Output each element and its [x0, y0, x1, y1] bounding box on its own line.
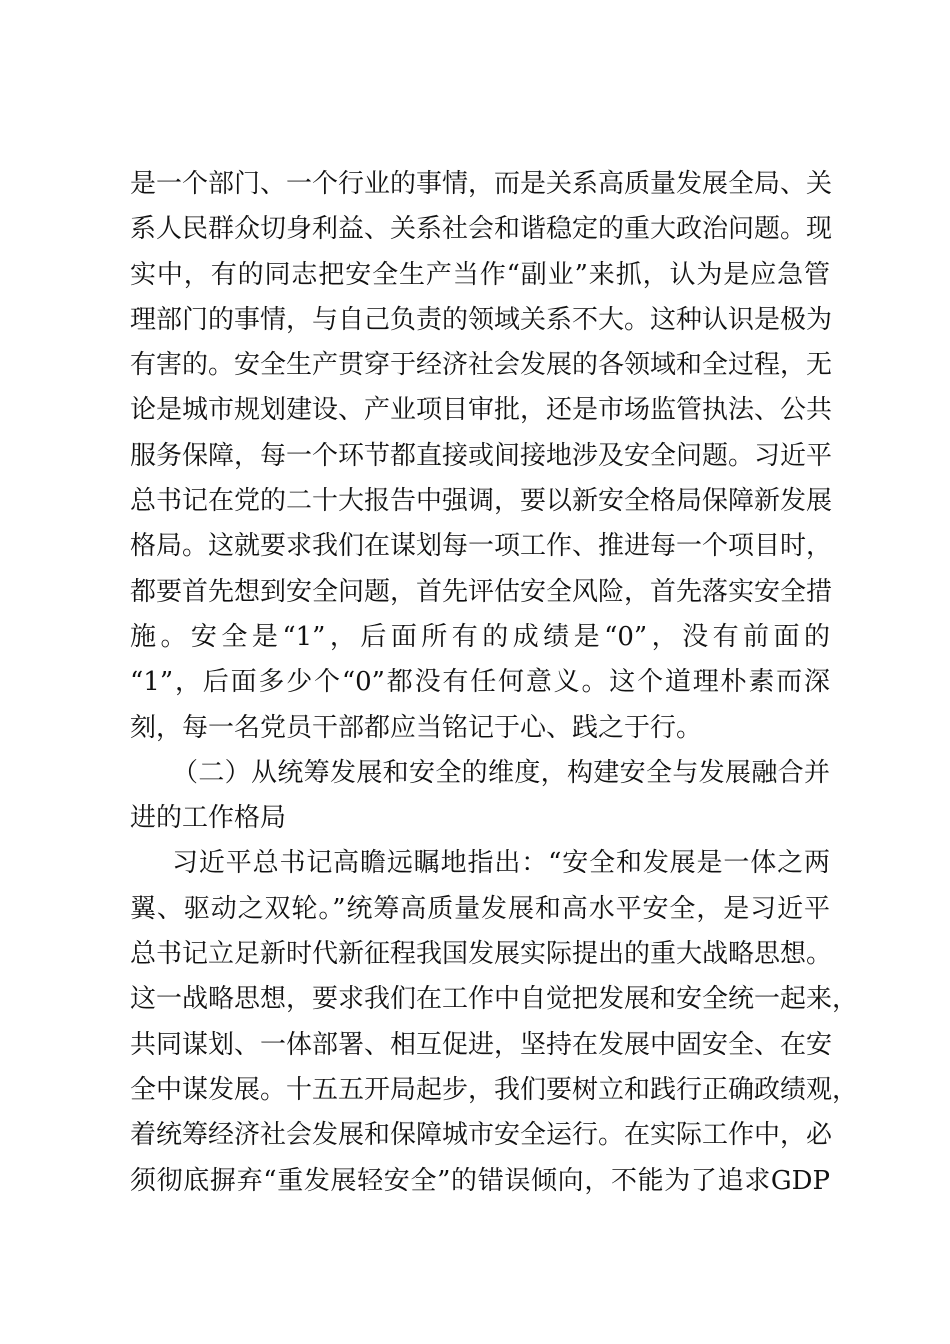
paragraph-line: 刻，每一名党员干部都应当铭记于心、践之于行。 — [130, 712, 703, 743]
paragraph-line: 理部门的事情，与自己负责的领域关系不大。这种认识是极为 — [130, 304, 833, 335]
paragraph-line: 这一战略思想，要求我们在工作中自觉把发展和安全统一起来， — [130, 984, 859, 1015]
paragraph-line: 翼、驱动之双轮。”统筹高质量发展和高水平安全，是习近平 — [130, 893, 830, 924]
heading-line: 进的工作格局 — [130, 803, 287, 834]
section-heading — [130, 751, 830, 842]
paragraph-line: 总书记在党的二十大报告中强调，要以新安全格局保障新发展 — [130, 486, 833, 517]
paragraph-line: “1”，后面多少个“0”都没有任何意义。这个道理朴素而深 — [130, 667, 830, 698]
paragraph-line: 须彻底摒弃“重发展轻安全”的错误倾向，不能为了追求GDP — [130, 1165, 830, 1196]
paragraph-line: 施。安全是“1”，后面所有的成绩是“0”，没有前面的 — [130, 621, 830, 652]
paragraph-line: 全中谋发展。十五五开局起步，我们要树立和践行正确政绩观， — [130, 1074, 859, 1105]
paragraph-line: 是一个部门、一个行业的事情，而是关系高质量发展全局、关 — [130, 169, 833, 199]
paragraph-line: 系人民群众切身利益、关系社会和谐稳定的重大政治问题。现 — [130, 214, 833, 245]
paragraph-line: 总书记立足新时代新征程我国发展实际提出的重大战略思想。 — [130, 939, 833, 970]
paragraph-line: 服务保障，每一个环节都直接或间接地涉及安全问题。习近平 — [130, 440, 833, 471]
paragraph-line: 实中，有的同志把安全生产当作“副业”来抓，认为是应急管 — [130, 259, 830, 290]
paragraph-line: 着统筹经济社会发展和保障城市安全运行。在实际工作中，必 — [130, 1120, 833, 1151]
paragraph-line: 论是城市规划建设、产业项目审批，还是市场监管执法、公共 — [130, 395, 833, 426]
body-paragraph-2 — [130, 841, 859, 1203]
paragraph-line: 习近平总书记高瞻远瞩地指出：“安全和发展是一体之两 — [172, 848, 830, 879]
paragraph-line: 有害的。安全生产贯穿于经济社会发展的各领域和全过程，无 — [130, 350, 833, 381]
paragraph-line: 都要首先想到安全问题，首先评估安全风险，首先落实安全措 — [130, 576, 833, 607]
heading-line: （二）从统筹发展和安全的维度，构建安全与发展融合并 — [172, 757, 830, 788]
paragraph-line: 格局。这就要求我们在谋划每一项工作、推进每一个项目时， — [130, 531, 833, 562]
document-body — [130, 162, 859, 1204]
body-paragraph-1 — [130, 162, 833, 751]
paragraph-line: 共同谋划、一体部署、相互促进，坚持在发展中固安全、在安 — [130, 1029, 833, 1060]
